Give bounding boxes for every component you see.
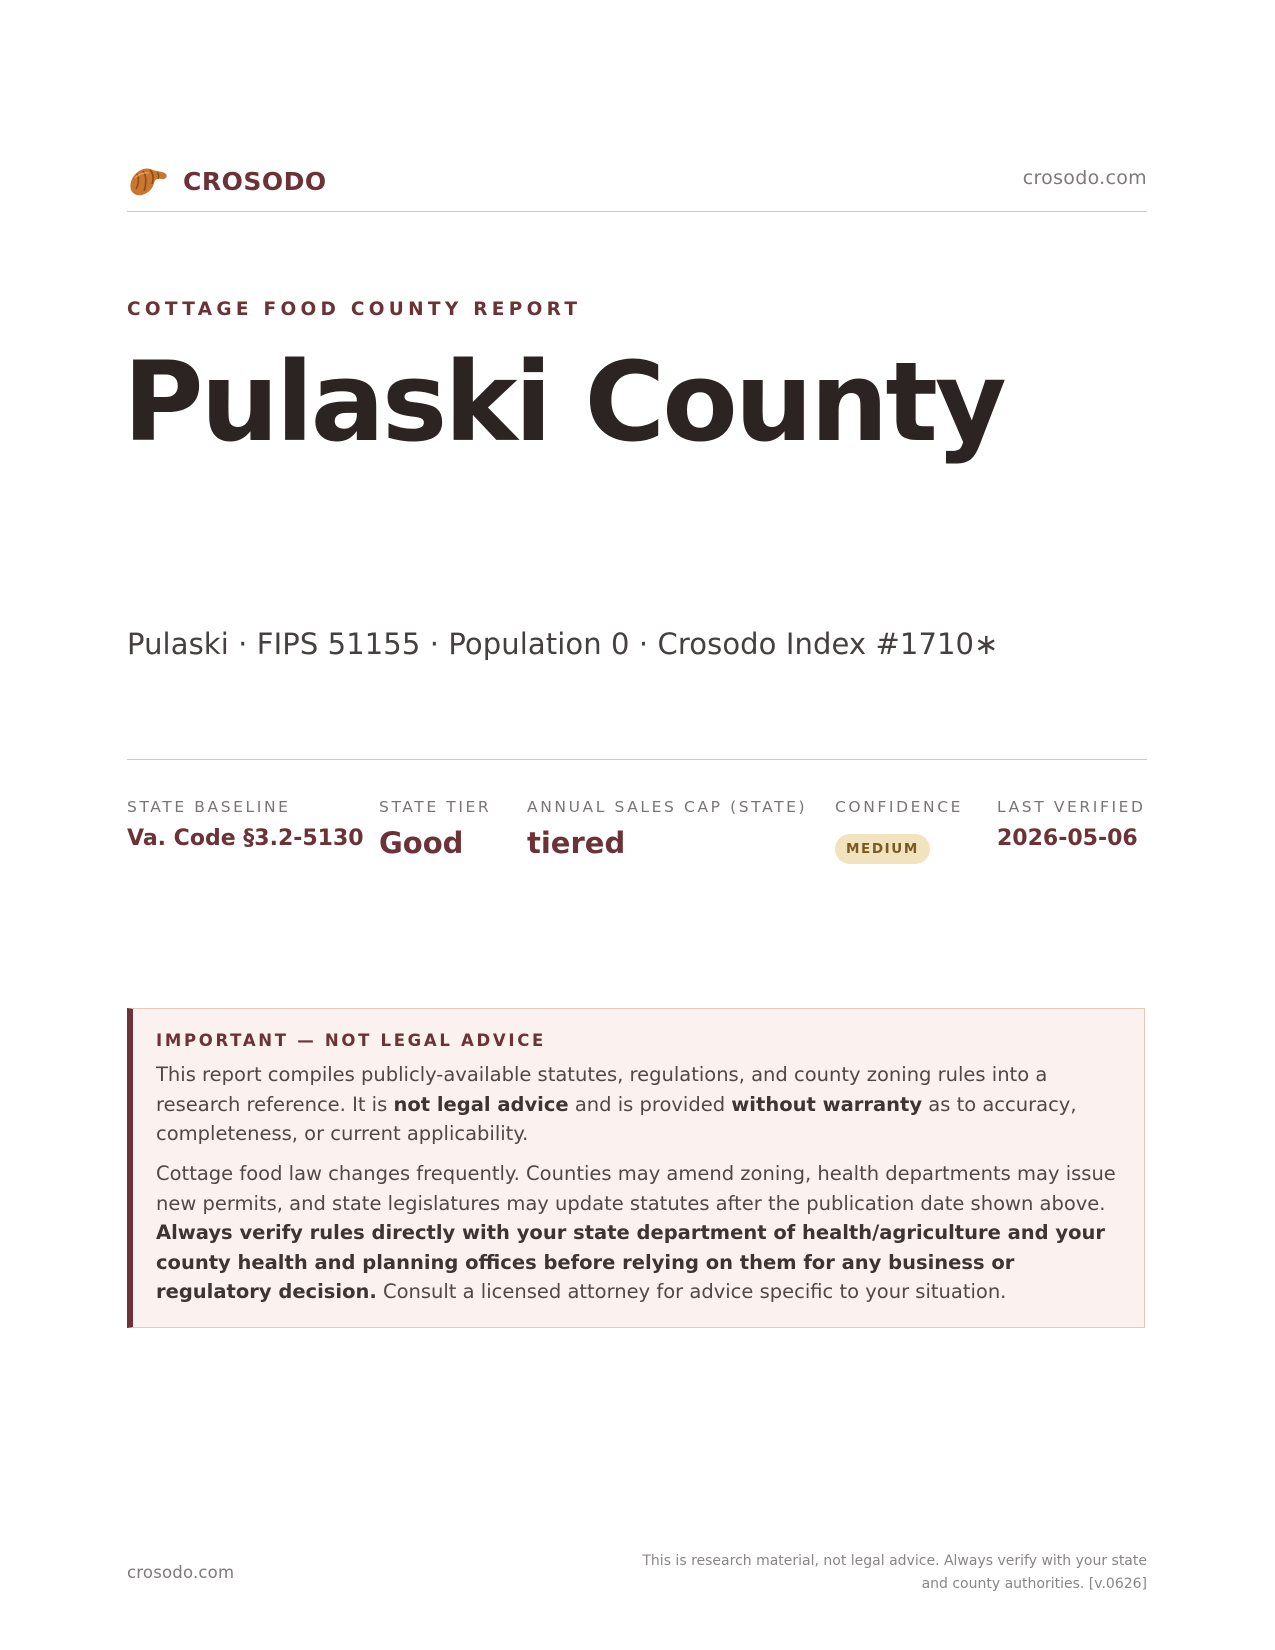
page-title: Pulaski County [123, 338, 1004, 466]
state-baseline-value: Va. Code §3.2-5130 [127, 826, 364, 851]
notice-paragraph-1 [156, 1060, 1131, 1149]
notice-paragraph-2 [156, 1159, 1131, 1307]
footer-disclaimer-line-2: and county authorities. [v.0626] [921, 1576, 1147, 1592]
confidence-label: CONFIDENCE [835, 798, 964, 816]
footer-disclaimer [587, 1550, 1147, 1596]
state-tier-label: STATE TIER [379, 798, 492, 816]
confidence-badge: MEDIUM [835, 834, 930, 864]
last-verified-value: 2026-05-06 [997, 826, 1138, 851]
notice-text: This report compiles publicly-available statutes, regulations, and county zoning rules into a research reference. It is [156, 1063, 1048, 1116]
notice-emphasis: not legal advice [393, 1092, 569, 1116]
county-subtitle: Pulaski · FIPS 51155 · Population 0 · Crosodo Index #1710∗ [127, 627, 999, 661]
footer-site[interactable]: crosodo.com [127, 1563, 235, 1582]
site-link[interactable]: crosodo.com [1022, 167, 1147, 189]
divider [127, 759, 1147, 760]
page-header [127, 155, 1147, 212]
croissant-icon [127, 160, 169, 202]
state-baseline-label: STATE BASELINE [127, 798, 291, 816]
notice-text: Consult a licensed attorney for advice specific to your situation. [376, 1280, 1007, 1303]
brand-name: CROSODO [183, 166, 327, 196]
notice-text: Cottage food law changes frequently. Counties may amend zoning, health departments may issue new permits, and state legislatures may update statutes after the publication date shown above. [156, 1162, 1116, 1215]
sales-cap-value: tiered [527, 826, 626, 860]
report-page [123, 0, 1147, 1650]
footer-disclaimer-line-1: This is research material, not legal advice. Always verify with your state [642, 1553, 1147, 1569]
sales-cap-label: ANNUAL SALES CAP (STATE) [527, 798, 808, 816]
report-eyebrow: COTTAGE FOOD COUNTY REPORT [127, 299, 582, 320]
brand [127, 160, 327, 202]
notice-text: as to accuracy, completeness, or current applicability. [156, 1092, 1077, 1145]
notice-emphasis: without warranty [731, 1092, 923, 1116]
state-tier-value: Good [379, 826, 464, 860]
last-verified-label: LAST VERIFIED [997, 798, 1146, 816]
legal-notice [127, 1008, 1145, 1328]
notice-heading: IMPORTANT — NOT LEGAL ADVICE [156, 1031, 546, 1050]
notice-text: and is provided [568, 1092, 732, 1116]
notice-emphasis: Always verify rules directly with your state department of health/agriculture and your county health and planning offices before relying on them for any business or regulatory decision. [156, 1221, 1106, 1303]
